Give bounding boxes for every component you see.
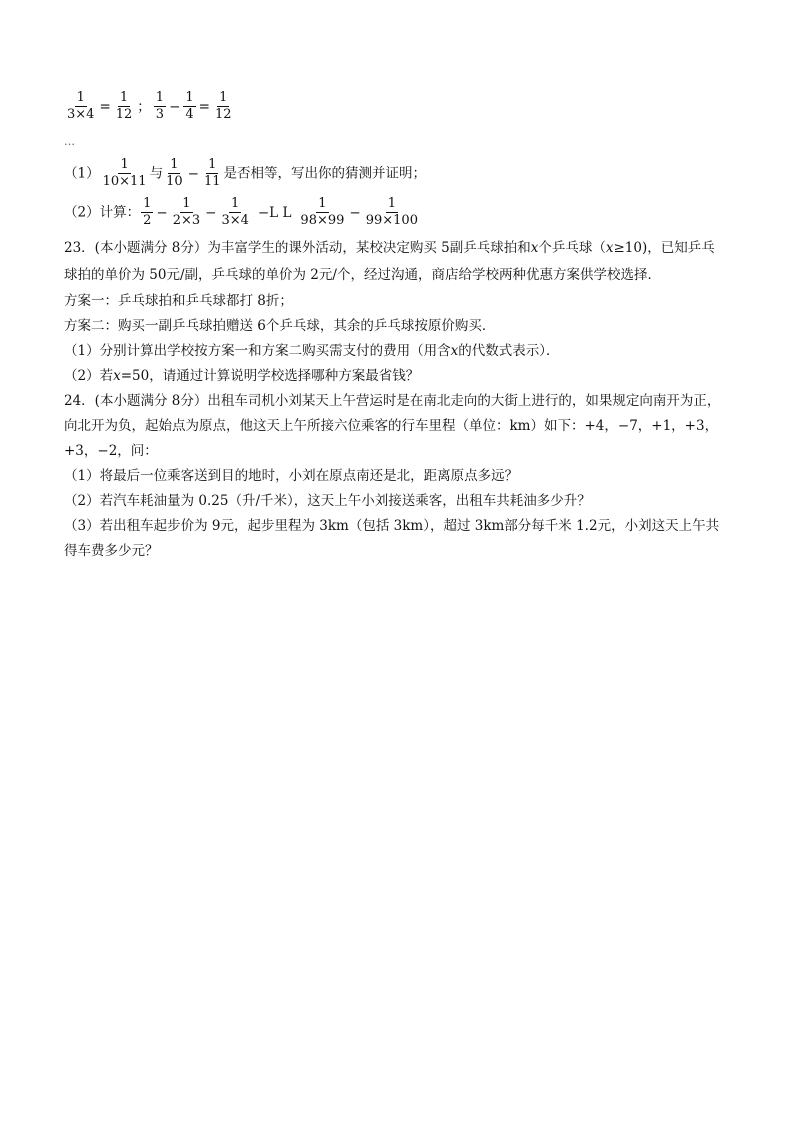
q24-line1: 24．(本小题满分 8分）出租车司机小刘某天上午营运时是在南北走向的大街上进行的，如果规定向南开为正，: [64, 393, 721, 409]
numerator: 1: [170, 157, 179, 172]
fraction: [164, 157, 185, 190]
fraction: [114, 90, 135, 123]
q23-plan2: 方案二：购买一副乒乓球拍赠送 6个乒乓球，其余的乒乓球按原价购买．: [64, 318, 496, 334]
fraction: [364, 196, 420, 229]
fraction: [65, 90, 96, 123]
numerator: 1: [208, 157, 217, 172]
q23-line1: [64, 238, 715, 258]
minus-sign: −: [187, 165, 199, 182]
q24-line2: 向北开为负，起始点为原点，他这天上午所接六位乘客的行车里程（单位：km）如下：+4，−7，+1，+3，: [64, 418, 719, 434]
numerator: 1: [182, 196, 191, 211]
denominator: 4: [185, 107, 194, 122]
question-text: =50，请通过计算说明学校选择哪种方案最省钱？: [120, 368, 420, 384]
intro-example-line: [64, 90, 235, 123]
fraction: [219, 196, 250, 229]
numerator: 1: [185, 90, 194, 105]
denominator: 12: [115, 107, 133, 122]
question-text: （1）分别计算出学校按方案一和方案二购买需支付的费用（用含: [64, 343, 451, 359]
denominator: 3×4: [67, 107, 95, 122]
separator: ；: [137, 98, 151, 115]
q22-part1: [64, 157, 426, 190]
q23-part1: [64, 341, 559, 361]
q23-plan1: 方案一：乒乓球拍和乒乓球都打 8折；: [64, 293, 293, 309]
denominator: 11: [203, 174, 221, 189]
minus-sign: −: [156, 204, 168, 221]
denominator: 99×100: [365, 213, 418, 228]
fraction: [213, 90, 234, 123]
denominator: 12: [214, 107, 232, 122]
fraction: [298, 196, 346, 229]
fraction: [101, 157, 149, 190]
numerator: 1: [387, 196, 396, 211]
q24-part1: （1）将最后一位乘客送到目的地时，小刘在原点南还是北，距离原点多远？: [64, 468, 519, 484]
fraction: [183, 90, 195, 123]
part-label: （2）计算：: [64, 204, 141, 221]
connector-text: 与: [149, 165, 164, 182]
numerator: 1: [231, 196, 240, 211]
q22-part2: [64, 196, 421, 229]
q24-line3: +3，−2，问：: [64, 443, 158, 459]
denominator: 3×4: [221, 213, 249, 228]
q24-part2: （2）若汽车耗油量为 0.25（升/千米），这天上午小刘接送乘客，出租车共耗油多少升？: [64, 493, 591, 509]
variable-x: x: [113, 368, 121, 384]
q23-line2: 球拍的单价为 50元/副，乒乓球的单价为 2元/个，经过沟通，商店给学校两种优惠方案供学校选择．: [64, 267, 661, 283]
fraction: [154, 90, 166, 123]
q24-part3: （3）若出租车起步价为 9元，起步里程为 3km（包括 3km），超过 3km部分每千米 1.2元，小刘这天上午共: [64, 518, 720, 534]
numerator: 1: [155, 90, 165, 105]
question-text: ≥10)，已知乒乓: [613, 240, 715, 256]
numerator: 1: [219, 90, 228, 105]
denominator: 10: [166, 174, 183, 189]
minus-sign: −: [349, 204, 361, 221]
question-text: 的代数式表示）．: [458, 343, 560, 359]
fraction: [202, 157, 223, 190]
question-text: 是否相等，写出你的猜测并证明；: [223, 165, 426, 182]
denominator: 2×3: [172, 213, 201, 228]
numerator: 1: [120, 157, 129, 172]
minus-sign: −: [169, 98, 181, 115]
minus-sign: −: [205, 204, 217, 221]
equals-sign: =: [198, 98, 210, 115]
part-label: （1）: [64, 165, 100, 182]
ellipsis: …: [64, 135, 75, 148]
q24-part3-cont: 得车费多少元？: [64, 543, 159, 559]
numerator: 1: [119, 90, 129, 105]
numerator: 1: [318, 196, 327, 211]
ellipsis-terms: −L L: [257, 204, 292, 221]
fraction: [171, 196, 202, 229]
denominator: 3: [155, 107, 165, 122]
q23-part2: [64, 366, 419, 386]
variable-x: x: [450, 343, 459, 359]
equals-sign: =: [99, 98, 111, 115]
denominator: 2: [143, 213, 152, 228]
variable-x: x: [530, 240, 539, 256]
question-text: 个乒乓球（: [538, 240, 606, 256]
fraction: [141, 196, 153, 229]
denominator: 10×11: [102, 174, 147, 189]
question-text: （2）若: [64, 368, 114, 384]
variable-x: x: [605, 240, 614, 256]
denominator: 98×99: [300, 213, 345, 228]
question-text: 23．(本小题满分 8分）为丰富学生的课外活动，某校决定购买 5副乒乓球拍和: [64, 240, 531, 256]
numerator: 1: [143, 196, 152, 211]
numerator: 1: [76, 90, 85, 105]
